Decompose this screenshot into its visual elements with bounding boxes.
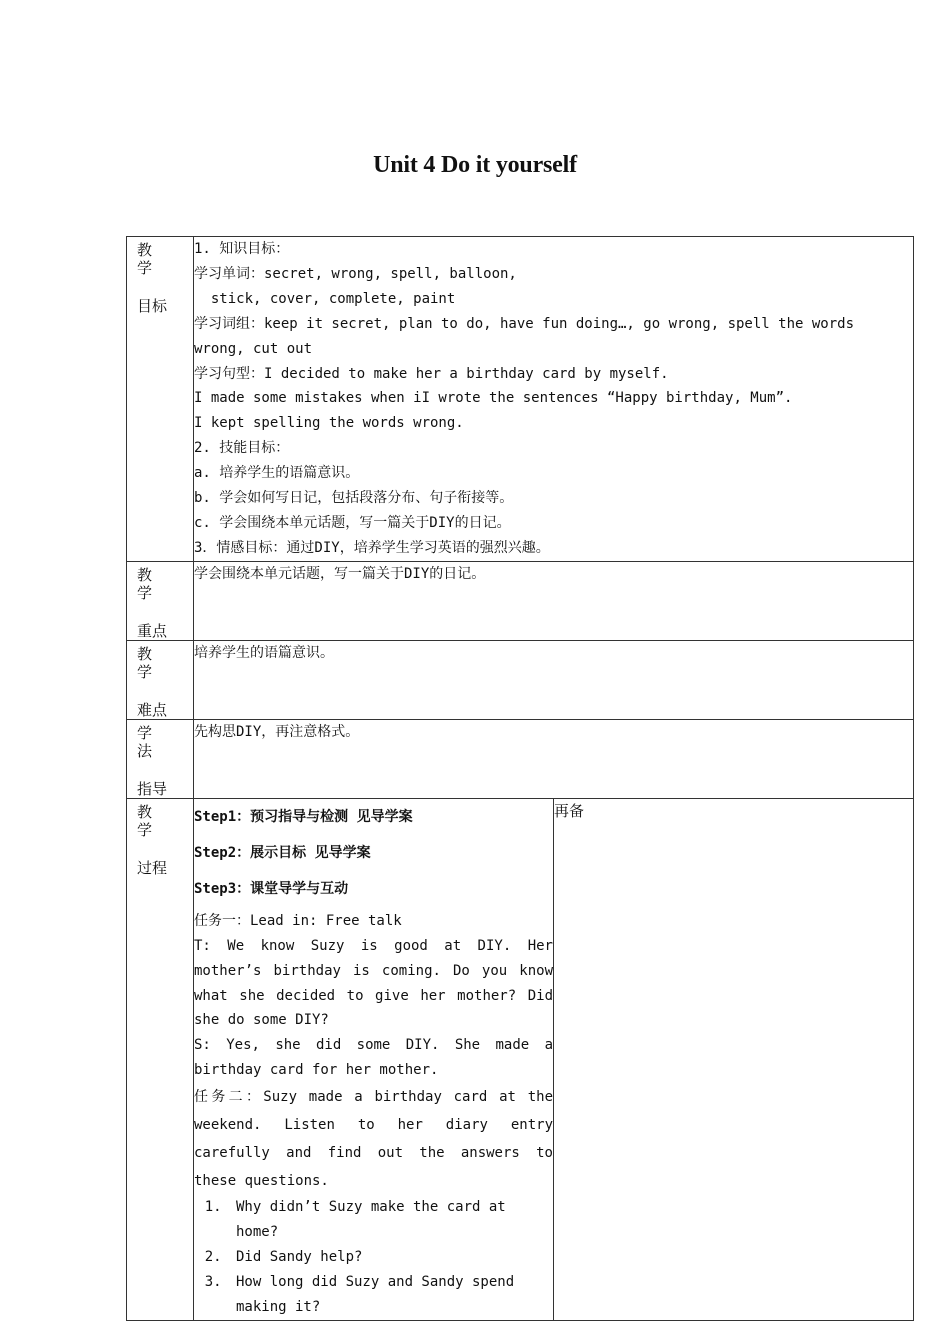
goal-line: wrong, cut out xyxy=(194,340,313,357)
label-line-2: 目标 xyxy=(137,297,168,315)
method-content xyxy=(194,719,914,798)
goal-line: I made some mistakes when iI wrote the sentences “Happy birthday, Mum”. xyxy=(194,390,793,407)
label-line-1: 教学 xyxy=(137,565,167,602)
goal-line: a. 培养学生的语篇意识。 xyxy=(194,465,360,482)
difficulties-text: 培养学生的语篇意识。 xyxy=(194,644,334,661)
label-cell xyxy=(127,237,194,562)
question-item: 1. Why didn’t Suzy make the card at home? xyxy=(230,1195,553,1245)
notes-column xyxy=(554,798,914,1320)
goal-line: I kept spelling the words wrong. xyxy=(194,415,464,432)
student-line: S: Yes, she did some DIY. She made a birthday card for her mother. xyxy=(194,1037,553,1079)
label-line-2: 难点 xyxy=(137,700,168,719)
label-cell xyxy=(127,798,194,1320)
label-cell xyxy=(127,719,194,798)
row-teaching-process xyxy=(127,798,914,1320)
goal-line: 学习词组：keep it secret, plan to do, have fun doing…, go wrong, spell the words xyxy=(194,315,855,332)
label-line-1: 教学 xyxy=(137,802,167,839)
task-one: 任务一：Lead in: Free talk xyxy=(194,912,402,929)
label-cell xyxy=(127,561,194,640)
step-heading: Step1：预习指导与检测 见导学案 xyxy=(194,808,413,825)
goals-content xyxy=(194,237,914,562)
key-points-text: 学会围绕本单元话题，写一篇关于DIY的日记。 xyxy=(194,565,486,582)
label-line-2: 过程 xyxy=(137,858,168,877)
goal-line: stick, cover, complete, paint xyxy=(194,290,456,307)
row-teaching-goals xyxy=(127,237,914,562)
goal-line: b. 学会如何写日记，包括段落分布、句子衔接等。 xyxy=(194,490,514,507)
row-difficulties xyxy=(127,640,914,719)
difficulties-content xyxy=(194,640,914,719)
step-heading: Step3：课堂导学与互动 xyxy=(194,880,349,897)
step-heading: Step2：展示目标 见导学案 xyxy=(194,844,371,861)
goal-line: c. 学会围绕本单元话题，写一篇关于DIY的日记。 xyxy=(194,514,511,531)
teacher-line: T: We know Suzy is good at DIY. Her mother’s birthday is coming. Do you know what she decided to give her mother? Did she do some DIY? xyxy=(194,937,553,1029)
question-list xyxy=(194,1195,553,1320)
process-content xyxy=(194,798,554,1320)
goal-line: 2. 技能目标： xyxy=(194,440,290,457)
goal-line: 3．情感目标：通过DIY，培养学生学习英语的强烈兴趣。 xyxy=(194,539,550,556)
question-item: 2. Did Sandy help? xyxy=(230,1245,553,1270)
question-item: 3. How long did Suzy and Sandy spend making it? xyxy=(230,1270,553,1320)
goal-line: 学习单词：secret, wrong, spell, balloon, xyxy=(194,265,517,282)
page-title: Unit 4 Do it yourself xyxy=(373,152,577,178)
label-line-1: 教学 xyxy=(137,644,167,681)
label-cell xyxy=(127,640,194,719)
notes-label: 再备 xyxy=(554,801,585,820)
label-line-2: 指导 xyxy=(137,779,168,798)
method-text: 先构思DIY，再注意格式。 xyxy=(194,723,360,740)
goal-line: 1. 知识目标： xyxy=(194,241,290,257)
key-points-content xyxy=(194,561,914,640)
lesson-plan-table xyxy=(126,236,914,1321)
goal-line: 学习句型：I decided to make her a birthday card by myself. xyxy=(194,365,669,382)
label-line-2: 重点 xyxy=(137,621,168,640)
task-two: 任务二：Suzy made a birthday card at the weekend. Listen to her diary entry carefully and find out the answers to these questions. xyxy=(194,1089,553,1190)
row-learning-method xyxy=(127,719,914,798)
label-line-1: 教学 xyxy=(137,241,167,277)
row-key-points xyxy=(127,561,914,640)
label-line-1: 学法 xyxy=(137,723,167,760)
